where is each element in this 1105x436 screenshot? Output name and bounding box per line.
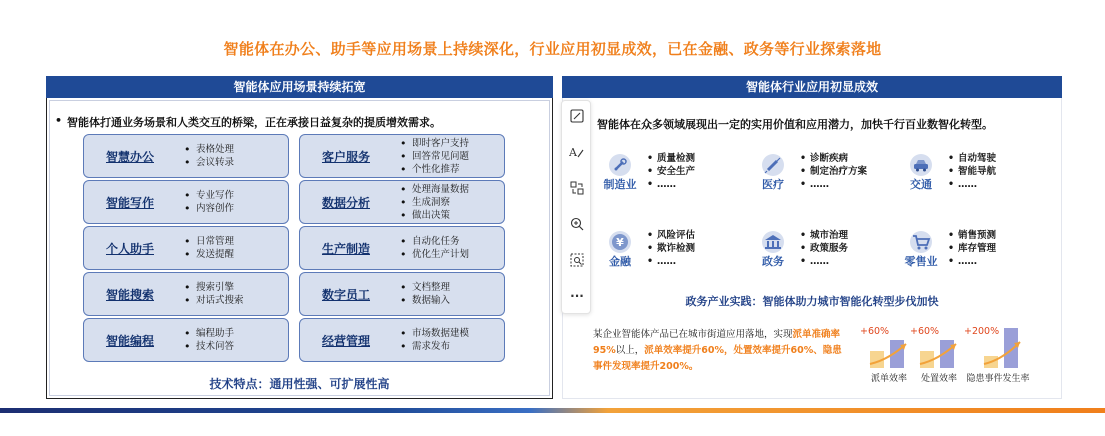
industry-item: • 诊断疾病: [800, 152, 867, 165]
industry-item: • 自动驾驶: [948, 152, 996, 165]
scenario-name: 客户服务: [321, 149, 370, 164]
kpi-increase: +60%: [910, 326, 940, 337]
scenario-card-manufacturing: [299, 226, 505, 270]
kpi-increase: +200%: [964, 326, 1000, 337]
scenario-name: 智慧办公: [105, 149, 154, 164]
left-intro-text: 智能体打通业务场景和人类交互的桥梁，正在承接日益复杂的提质增效需求。: [67, 116, 441, 129]
industry-item: • 制定治疗方案: [800, 165, 867, 178]
industry-transport: [896, 152, 1036, 198]
scenario-item: • 需求发布: [400, 340, 469, 353]
scenario-item: • 表格处理: [184, 143, 234, 156]
trend-arrow-icon: [866, 338, 912, 368]
scenario-item: • 会议转录: [184, 156, 234, 169]
trend-arrow-icon: [980, 336, 1026, 368]
scenario-item: • 回答常见问题: [400, 150, 469, 163]
scenario-card-office: [83, 134, 289, 178]
scenario-item: • 数据输入: [400, 294, 450, 307]
industry-item: • ……: [647, 255, 695, 268]
industry-name: 金融: [609, 255, 631, 268]
scenario-name: 数字员工: [321, 287, 370, 302]
industry-item: • ……: [948, 178, 996, 191]
shopping-cart-icon: [910, 231, 932, 253]
industry-item: • ……: [800, 178, 867, 191]
kpi-label: 派单效率: [870, 374, 907, 384]
scenario-name: 数据分析: [321, 195, 370, 210]
industry-item: • ……: [800, 255, 848, 268]
industry-item: • 安全生产: [647, 165, 695, 178]
scenario-card-personal-assistant: [83, 226, 289, 270]
bottom-decorative-band: [0, 408, 1105, 413]
right-intro: 智能体在众多领域展现出一定的实用价值和应用潜力，加快千行百业数智化转型。: [597, 118, 993, 131]
car-icon: [910, 154, 932, 176]
industry-item: • 欺诈检测: [647, 242, 695, 255]
government-building-icon: [762, 231, 784, 253]
trend-arrow-icon: [916, 338, 962, 368]
scenario-item: • 即时客户支持: [400, 137, 469, 150]
left-intro: [55, 114, 441, 130]
industry-item: • 智能导航: [948, 165, 996, 178]
left-panel-header: 智能体应用场景持续拓宽: [46, 76, 553, 98]
industry-name: 医疗: [762, 178, 784, 191]
industry-finance: [595, 229, 735, 275]
scenario-item: • 做出决策: [400, 209, 469, 222]
scenario-item: • 优化生产计划: [400, 248, 469, 261]
industry-item: • 城市治理: [800, 229, 848, 242]
scenario-card-programming: [83, 318, 289, 362]
scenario-name: 个人助手: [105, 241, 154, 256]
select-region-icon[interactable]: [566, 105, 588, 127]
scenario-item: • 搜索引擎: [184, 281, 244, 294]
kpi-label: 隐患事件发生率: [966, 374, 1030, 384]
tech-features: 技术特点：通用性强、可扩展性高: [209, 377, 390, 391]
industry-name: 交通: [910, 178, 932, 191]
right-panel-header: 智能体行业应用初显成效: [562, 76, 1062, 98]
industry-item: • 销售预测: [948, 229, 996, 242]
scenario-item: • 内容创作: [184, 202, 234, 215]
industry-medical: [748, 152, 888, 198]
industry-item: • ……: [647, 178, 695, 191]
text-edit-icon[interactable]: [566, 141, 588, 163]
industry-name: 政务: [762, 255, 784, 268]
case-description: [593, 327, 843, 375]
scenario-card-writing: [83, 180, 289, 224]
scenario-name: 智能编程: [105, 333, 154, 348]
industry-government: [748, 229, 888, 275]
scenario-item: • 个性化推荐: [400, 163, 469, 176]
scenario-item: • 生成洞察: [400, 196, 469, 209]
scenario-name: 智能搜索: [105, 287, 154, 302]
scenario-card-business-management: [299, 318, 505, 362]
ocr-scan-icon[interactable]: [566, 177, 588, 199]
scenario-item: • 专业写作: [184, 189, 234, 202]
case-text-highlight: 派单效率提升60%，处置效率提升60%、隐患事件发现率提升200%。: [593, 345, 842, 372]
svg-text:¥: ¥: [616, 236, 624, 249]
zoom-icon[interactable]: [566, 213, 588, 235]
scenario-card-search: [83, 272, 289, 316]
industry-item: • ……: [948, 255, 996, 268]
scenario-name: 智能写作: [105, 195, 154, 210]
scenario-item: • 编程助手: [184, 327, 234, 340]
scenario-item: • 技术问答: [184, 340, 234, 353]
scenario-item: • 对话式搜索: [184, 294, 244, 307]
scenario-card-data-analysis: [299, 180, 505, 224]
scenario-card-customer-service: [299, 134, 505, 178]
svg-text:A: A: [569, 146, 577, 159]
floating-toolbar: [561, 100, 591, 314]
industry-item: • 库存管理: [948, 242, 996, 255]
screenshot-search-icon[interactable]: [566, 249, 588, 271]
scenario-item: • 发送提醒: [184, 248, 234, 261]
industry-item: • 质量检测: [647, 152, 695, 165]
wrench-gear-icon: [609, 154, 631, 176]
case-text-plain: 某企业智能体产品已在城市街道应用落地，实现: [593, 329, 793, 340]
more-icon[interactable]: ···: [570, 289, 584, 303]
slide-title: 智能体在办公、助手等应用场景上持续深化，行业应用初显成效，已在金融、政务等行业探索落地: [223, 40, 882, 58]
yen-coin-icon: [609, 231, 631, 253]
government-practice-title: 政务产业实践：智能体助力城市智能化转型步伐加快: [685, 295, 939, 308]
industry-manufacturing: [595, 152, 735, 198]
industry-name: 零售业: [904, 255, 938, 268]
industry-item: • 风险评估: [647, 229, 695, 242]
kpi-label: 处置效率: [920, 374, 957, 384]
scenario-item: • 处理海量数据: [400, 183, 469, 196]
case-text-highlight: 派单准确率95%: [593, 329, 841, 356]
bullet: •: [55, 114, 63, 127]
scenario-item: • 市场数据建模: [400, 327, 469, 340]
scenario-item: • 日常管理: [184, 235, 234, 248]
scenario-item: • 自动化任务: [400, 235, 469, 248]
case-text-plain: 以上，: [615, 345, 645, 356]
kpi-increase: +60%: [860, 326, 890, 337]
scenario-name: 经营管理: [321, 333, 370, 348]
industry-item: • 政策服务: [800, 242, 848, 255]
scenario-item: • 文档整理: [400, 281, 450, 294]
scenario-card-digital-employee: [299, 272, 505, 316]
syringe-icon: [762, 154, 784, 176]
industry-name: 制造业: [603, 178, 637, 191]
scenario-name: 生产制造: [321, 241, 370, 256]
left-panel: [46, 98, 553, 399]
industry-retail: [896, 229, 1036, 275]
